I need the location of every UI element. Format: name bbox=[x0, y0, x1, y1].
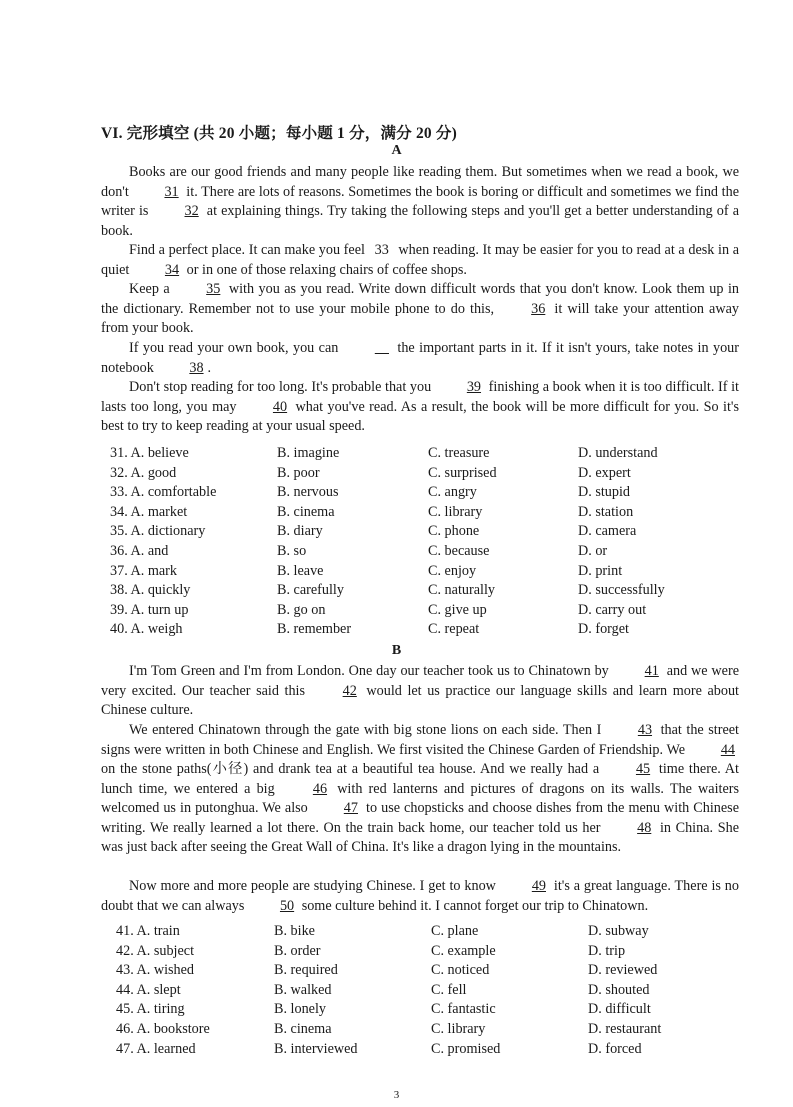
option-c: C. enjoy bbox=[428, 562, 477, 579]
answer-blank: 47 bbox=[343, 800, 358, 816]
passage-text: at explaining things. Try taking the following steps and you'll get a better understanding of a book. bbox=[101, 203, 739, 239]
option-a: 35. A. dictionary bbox=[110, 523, 206, 540]
answer-blank: 44 bbox=[720, 741, 735, 758]
passage-text: on the stone paths(小径) and drank tea at a beautiful tea house. And we really had a bbox=[101, 761, 604, 777]
option-d: D. difficult bbox=[588, 1001, 651, 1018]
option-c: C. surprised bbox=[428, 464, 497, 481]
passage-paragraph bbox=[101, 339, 739, 378]
option-b: B. lonely bbox=[274, 1001, 327, 1018]
option-a: 39. A. turn up bbox=[110, 601, 189, 618]
passage-paragraph bbox=[101, 241, 739, 280]
option-b: B. carefully bbox=[277, 582, 344, 599]
option-b: B. required bbox=[274, 962, 338, 979]
option-b: B. leave bbox=[277, 562, 324, 579]
option-b: B. order bbox=[274, 942, 321, 959]
passage-text: finishing a book when it is too difficult. If it lasts too long, you may bbox=[101, 379, 739, 415]
option-d: D. expert bbox=[578, 464, 631, 481]
passage-text: time there. At lunch time, we entered a big bbox=[101, 761, 739, 797]
option-c: C. library bbox=[428, 503, 483, 520]
passage-text: it will take your attention away from your book. bbox=[101, 300, 739, 336]
page-number: 3 bbox=[393, 1089, 400, 1101]
passage-text: or in one of those relaxing chairs of coffee shops. bbox=[183, 261, 467, 278]
option-b: B. so bbox=[277, 542, 307, 559]
option-b: B. cinema bbox=[277, 503, 335, 520]
option-c: C. fantastic bbox=[431, 1001, 496, 1018]
option-b: B. walked bbox=[274, 981, 332, 998]
answer-blank: 31 bbox=[164, 183, 179, 200]
passage-paragraph bbox=[101, 662, 739, 721]
passage-text: when reading. It may be easier for you to read at a desk in a quiet bbox=[101, 242, 739, 278]
option-a: 43. A. wished bbox=[116, 962, 195, 979]
option-a: 31. A. believe bbox=[110, 445, 189, 461]
answer-blank: 45 bbox=[635, 761, 651, 777]
answer-blank: 42 bbox=[342, 682, 357, 699]
part-a-label: A bbox=[391, 143, 402, 158]
passage-text: with red lanterns and pictures of dragons on its walls. The waiters welcomed us in putonghua. We also bbox=[101, 780, 739, 816]
answer-blank bbox=[343, 339, 393, 359]
passage-text: that the street signs were written in both Chinese and English. We first visited the Chinese Garden of Friendship. We bbox=[101, 722, 739, 758]
option-c: C. noticed bbox=[431, 962, 490, 979]
option-a: 42. A. subject bbox=[116, 942, 195, 959]
option-a: 34. A. market bbox=[110, 503, 188, 520]
option-a: 45. A. tiring bbox=[116, 1001, 185, 1018]
section-title: VI. 完形填空 (共 20 小题；每小题 1 分，满分 20 分) bbox=[101, 125, 457, 142]
option-a: 33. A. comfortable bbox=[110, 484, 217, 501]
passage-paragraph bbox=[101, 378, 739, 437]
option-c: C. angry bbox=[428, 484, 477, 501]
option-c: C. library bbox=[431, 1020, 486, 1037]
part-b-label: B bbox=[391, 643, 402, 658]
option-d: D. shouted bbox=[588, 981, 650, 998]
option-d: D. subway bbox=[588, 923, 649, 939]
option-c: C. repeat bbox=[428, 621, 480, 638]
passage-text: with you as you read. Write down difficult words that you don't know. Look them up in the dictionary. Remember not to use your mobile phone to do this, bbox=[101, 281, 739, 317]
answer-blank: 39 bbox=[466, 379, 482, 395]
answer-blank: 36 bbox=[531, 300, 546, 317]
option-a: 47. A. learned bbox=[116, 1040, 196, 1057]
option-c: C. phone bbox=[428, 523, 480, 540]
option-b: B. remember bbox=[277, 621, 352, 638]
passage-text: Keep a bbox=[129, 281, 175, 297]
passage-text: would let us practice our language skills and learn more about Chinese culture. bbox=[101, 682, 739, 718]
option-a: 40. A. weigh bbox=[110, 621, 183, 638]
option-b: B. bike bbox=[274, 923, 315, 939]
option-c: C. fell bbox=[431, 981, 467, 998]
passage-paragraph bbox=[101, 280, 739, 339]
option-d: D. forget bbox=[578, 621, 629, 638]
option-d: D. station bbox=[578, 503, 634, 520]
option-d: D. restaurant bbox=[588, 1020, 662, 1037]
option-b: B. go on bbox=[277, 601, 326, 618]
option-d: D. understand bbox=[578, 445, 658, 461]
answer-blank: 35 bbox=[206, 281, 221, 297]
option-b: B. imagine bbox=[277, 445, 340, 461]
answer-blank: 33 bbox=[374, 242, 389, 258]
option-d: D. forced bbox=[588, 1040, 642, 1057]
option-a: 32. A. good bbox=[110, 464, 177, 481]
option-b: B. poor bbox=[277, 464, 320, 481]
answer-blank: 40 bbox=[272, 398, 288, 415]
option-d: D. carry out bbox=[578, 601, 647, 618]
passage-text: what you've read. As a result, the book will be more difficult for you. So it's best to try to keep reading at your usual speed. bbox=[101, 398, 739, 434]
option-b: B. cinema bbox=[274, 1020, 332, 1037]
option-d: D. trip bbox=[588, 942, 626, 959]
answer-blank: 32 bbox=[184, 203, 199, 219]
passage-text: I'm Tom Green and I'm from London. One day our teacher took us to Chinatown by bbox=[129, 663, 613, 679]
passage-paragraph bbox=[101, 877, 739, 916]
option-c: C. example bbox=[431, 942, 496, 959]
passage-text: to use chopsticks and choose dishes from the menu with Chinese writing. We really learned a lot there. On the train back home, our teacher told us her bbox=[101, 800, 739, 836]
option-d: D. reviewed bbox=[588, 962, 658, 979]
option-c: C. naturally bbox=[428, 582, 495, 599]
answer-blank: 34 bbox=[164, 261, 180, 278]
option-b: B. diary bbox=[277, 523, 323, 540]
passage-text: Find a perfect place. It can make you feel bbox=[129, 242, 369, 258]
answer-blank: 38 bbox=[189, 359, 204, 376]
passage-paragraph bbox=[101, 721, 739, 858]
passage-text: Don't stop reading for too long. It's probable that you bbox=[129, 379, 435, 395]
option-c: C. promised bbox=[431, 1040, 501, 1057]
option-d: D. or bbox=[578, 542, 608, 559]
passage-text: and we were very excited. Our teacher said this bbox=[101, 663, 739, 699]
passage-text: in China. She was just back after seeing the Great Wall of China. It's like a dragon lying in the mountains. bbox=[101, 819, 739, 855]
option-c: C. treasure bbox=[428, 445, 490, 461]
answer-blank: 46 bbox=[312, 780, 328, 797]
option-c: C. because bbox=[428, 542, 490, 559]
answer-blank: 48 bbox=[637, 819, 652, 836]
option-d: D. camera bbox=[578, 523, 637, 540]
option-d: D. print bbox=[578, 562, 623, 579]
option-a: 46. A. bookstore bbox=[116, 1020, 210, 1037]
passage-text: Books are our good friends and many people like reading them. But sometimes when we read a book, we don't bbox=[101, 164, 739, 200]
passage-text: . bbox=[207, 359, 212, 376]
option-a: 36. A. and bbox=[110, 542, 169, 559]
passage-text: If you read your own book, you can bbox=[129, 340, 343, 356]
option-c: C. plane bbox=[431, 923, 479, 939]
option-b: B. interviewed bbox=[274, 1040, 358, 1057]
passage-text: it. There are lots of reasons. Sometimes the book is boring or difficult and sometimes we find the writer is bbox=[101, 183, 739, 219]
option-a: 44. A. slept bbox=[116, 981, 181, 998]
passage-text: the important parts in it. If it isn't yours, take notes in your notebook bbox=[101, 340, 739, 376]
option-c: C. give up bbox=[428, 601, 487, 618]
passage-paragraph bbox=[101, 163, 739, 241]
answer-blank: 43 bbox=[637, 722, 653, 738]
passage-text: We entered Chinatown through the gate with big stone lions on each side. Then I bbox=[129, 722, 606, 738]
option-a: 41. A. train bbox=[116, 923, 180, 939]
option-d: D. stupid bbox=[578, 484, 631, 501]
option-b: B. nervous bbox=[277, 484, 339, 501]
answer-blank: 50 bbox=[279, 897, 295, 914]
option-a: 37. A. mark bbox=[110, 562, 177, 579]
passage-text: Now more and more people are studying Chinese. I get to know bbox=[129, 878, 500, 894]
option-d: D. successfully bbox=[578, 582, 665, 599]
passage-text: some culture behind it. I cannot forget our trip to Chinatown. bbox=[298, 897, 649, 914]
answer-blank: 41 bbox=[644, 663, 659, 679]
passage-text: it's a great language. There is no doubt that we can always bbox=[101, 878, 739, 914]
answer-blank: 49 bbox=[531, 878, 546, 894]
option-a: 38. A. quickly bbox=[110, 582, 191, 599]
